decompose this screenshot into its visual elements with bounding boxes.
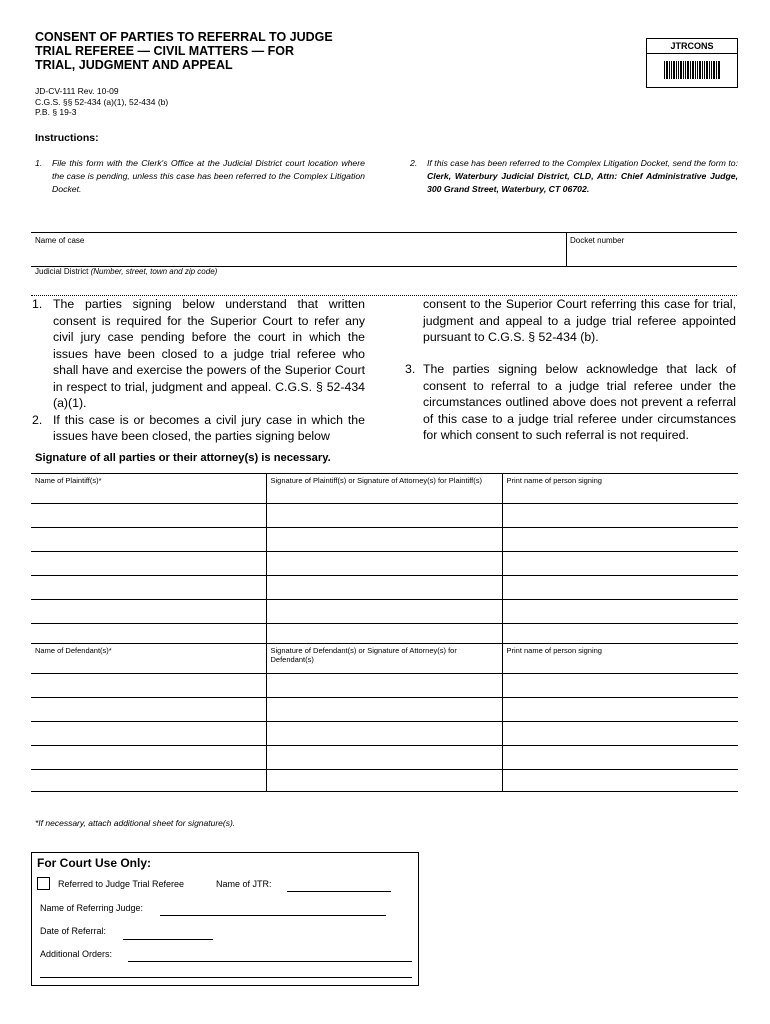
instruction-1 <box>35 157 365 196</box>
plaintiff-signature-cell[interactable] <box>266 600 502 624</box>
instruction-2-number: 2. <box>410 158 418 168</box>
additional-orders-label: Additional Orders: <box>40 949 113 959</box>
instruction-2-plain: If this case has been referred to the Complex Litigation Docket, send the form to: <box>427 158 738 168</box>
plaintiff-signature-header: Signature of Plaintiff(s) or Signature of Attorney(s) for Plaintiff(s) <box>266 474 502 504</box>
instruction-2-text <box>427 157 738 196</box>
additional-orders-field-2[interactable] <box>40 977 412 978</box>
instruction-2 <box>410 157 738 196</box>
signature-requirement-note: Signature of all parties or their attorney(s) is necessary. <box>35 452 331 464</box>
statements-left-column <box>32 296 365 445</box>
plaintiff-print-name-cell[interactable] <box>502 552 738 576</box>
defendant-name-cell[interactable] <box>31 698 266 722</box>
defendant-print-name-cell[interactable] <box>502 770 738 792</box>
practice-book-citation: P.B. § 19-3 <box>35 107 77 117</box>
table-row <box>31 600 738 624</box>
referring-judge-field[interactable] <box>160 915 386 916</box>
date-of-referral-label: Date of Referral: <box>40 926 107 936</box>
statute-citation: C.G.S. §§ 52-434 (a)(1), 52-434 (b) <box>35 96 169 107</box>
plaintiff-print-name-cell[interactable] <box>502 504 738 528</box>
judicial-district-label-row <box>35 267 217 276</box>
case-divider <box>566 233 567 266</box>
form-identifiers <box>35 86 168 118</box>
statement-2-number: 2. <box>32 412 43 427</box>
table-row <box>31 746 738 770</box>
defendant-name-cell[interactable] <box>31 770 266 792</box>
jtr-name-label: Name of JTR: <box>216 879 272 889</box>
statement-1-text: The parties signing below understand that written consent is required for the Superior Court to refer any civil jury case pending before the court in which the issues have been closed to a judge trial referee who shall have and exercise the powers of the Superior Court in respect to trial, judgment and appeal. C.G.S. § 52-434 (a)(1). <box>53 297 365 410</box>
defendant-print-name-cell[interactable] <box>502 674 738 698</box>
statement-2-text-part1: If this case is or becomes a civil jury case in which the issues have been closed, the parties signing below <box>53 412 365 443</box>
defendant-print-name-header: Print name of person signing <box>502 644 738 674</box>
table-row <box>31 674 738 698</box>
table-row <box>31 722 738 746</box>
instructions-heading: Instructions: <box>35 132 99 144</box>
statement-1-number: 1. <box>32 297 43 311</box>
plaintiff-print-name-cell[interactable] <box>502 624 738 644</box>
judicial-district-field[interactable] <box>31 276 737 294</box>
statement-3 <box>405 361 736 444</box>
table-row <box>31 528 738 552</box>
statement-2 <box>32 412 365 445</box>
plaintiff-signature-cell[interactable] <box>266 504 502 528</box>
defendant-name-cell[interactable] <box>31 746 266 770</box>
form-title: CONSENT OF PARTIES TO REFERRAL TO JUDGE TRIAL REFEREE — CIVIL MATTERS — FOR TRIAL, JUDGMENT AND APPEAL <box>35 30 333 72</box>
docket-number-label: Docket number <box>570 236 625 245</box>
plaintiff-print-name-cell[interactable] <box>502 528 738 552</box>
table-row <box>31 552 738 576</box>
jtr-name-field[interactable] <box>287 891 391 892</box>
defendant-signature-cell[interactable] <box>266 674 502 698</box>
additional-orders-field[interactable] <box>128 961 412 962</box>
statement-3-number: 3. <box>405 362 416 376</box>
referred-checkbox[interactable] <box>37 877 50 890</box>
name-of-case-field[interactable] <box>33 245 563 264</box>
table-row <box>31 504 738 528</box>
court-use-heading: For Court Use Only: <box>37 856 152 870</box>
defendant-header-row <box>31 644 738 674</box>
plaintiff-name-cell[interactable] <box>31 528 266 552</box>
defendant-print-name-cell[interactable] <box>502 698 738 722</box>
defendant-name-header: Name of Defendant(s)* <box>31 644 266 674</box>
table-row <box>31 698 738 722</box>
statement-1 <box>32 296 365 412</box>
plaintiff-name-cell[interactable] <box>31 552 266 576</box>
judicial-district-hint: (Number, street, town and zip code) <box>90 267 218 276</box>
plaintiff-signature-cell[interactable] <box>266 552 502 576</box>
table-row <box>31 576 738 600</box>
defendant-signature-table <box>31 643 738 792</box>
plaintiff-signature-cell[interactable] <box>266 528 502 552</box>
defendant-signature-cell[interactable] <box>266 770 502 792</box>
court-use-box <box>31 852 419 986</box>
plaintiff-signature-cell[interactable] <box>266 624 502 644</box>
instruction-1-number: 1. <box>35 158 43 168</box>
table-row <box>31 624 738 644</box>
plaintiff-name-cell[interactable] <box>31 576 266 600</box>
name-of-case-label: Name of case <box>35 236 85 245</box>
attach-sheet-note: *If necessary, attach additional sheet for signature(s). <box>35 818 236 828</box>
defendant-signature-cell[interactable] <box>266 698 502 722</box>
plaintiff-signature-cell[interactable] <box>266 576 502 600</box>
barcode-icon <box>663 61 721 79</box>
defendant-signature-cell[interactable] <box>266 746 502 770</box>
plaintiff-print-name-cell[interactable] <box>502 600 738 624</box>
plaintiff-signature-table <box>31 473 738 644</box>
plaintiff-name-cell[interactable] <box>31 624 266 644</box>
statement-3-text: The parties signing below acknowledge that lack of consent to referral to a judge trial referee under the circumstances outlined above does not prevent a referral of this case to a judge trial referee under circumstances for which consent to such referral is not required. <box>423 362 736 442</box>
defendant-signature-header: Signature of Defendant(s) or Signature of Attorney(s) for Defendant(s) <box>266 644 502 674</box>
instruction-2-address: Clerk, Waterbury Judicial District, CLD, Attn: Chief Administrative Judge, 300 Grand Street, Waterbury, CT 06702. <box>427 171 738 194</box>
instruction-1-text: File this form with the Clerk's Office at the Judicial District court location where the case is pending, unless this case has been referred to the Complex Litigation Docket. <box>52 158 365 194</box>
plaintiff-name-cell[interactable] <box>31 504 266 528</box>
form-number: JD-CV-111 Rev. 10-09 <box>35 86 119 96</box>
defendant-name-cell[interactable] <box>31 722 266 746</box>
form-code-label: JTRCONS <box>647 39 737 54</box>
defendant-signature-cell[interactable] <box>266 722 502 746</box>
table-row <box>31 770 738 792</box>
defendant-name-cell[interactable] <box>31 674 266 698</box>
form-code-box <box>646 38 738 88</box>
plaintiff-header-row <box>31 474 738 504</box>
case-info-box <box>31 232 737 267</box>
date-of-referral-field[interactable] <box>123 939 213 940</box>
docket-number-field[interactable] <box>569 245 735 264</box>
plaintiff-name-cell[interactable] <box>31 600 266 624</box>
referred-label: Referred to Judge Trial Referee <box>58 879 185 889</box>
statement-2-text-part2: consent to the Superior Court referring this case for trial, judgment and appeal to a judge trial referee appointed pursuant to C.G.S. § 52-434 (b). <box>423 297 736 344</box>
plaintiff-print-name-cell[interactable] <box>502 576 738 600</box>
judicial-district-label: Judicial District <box>35 267 89 276</box>
referring-judge-label: Name of Referring Judge: <box>40 903 144 913</box>
plaintiff-name-header: Name of Plaintiff(s)* <box>31 474 266 504</box>
plaintiff-print-name-header: Print name of person signing <box>502 474 738 504</box>
defendant-print-name-cell[interactable] <box>502 722 738 746</box>
defendant-print-name-cell[interactable] <box>502 746 738 770</box>
